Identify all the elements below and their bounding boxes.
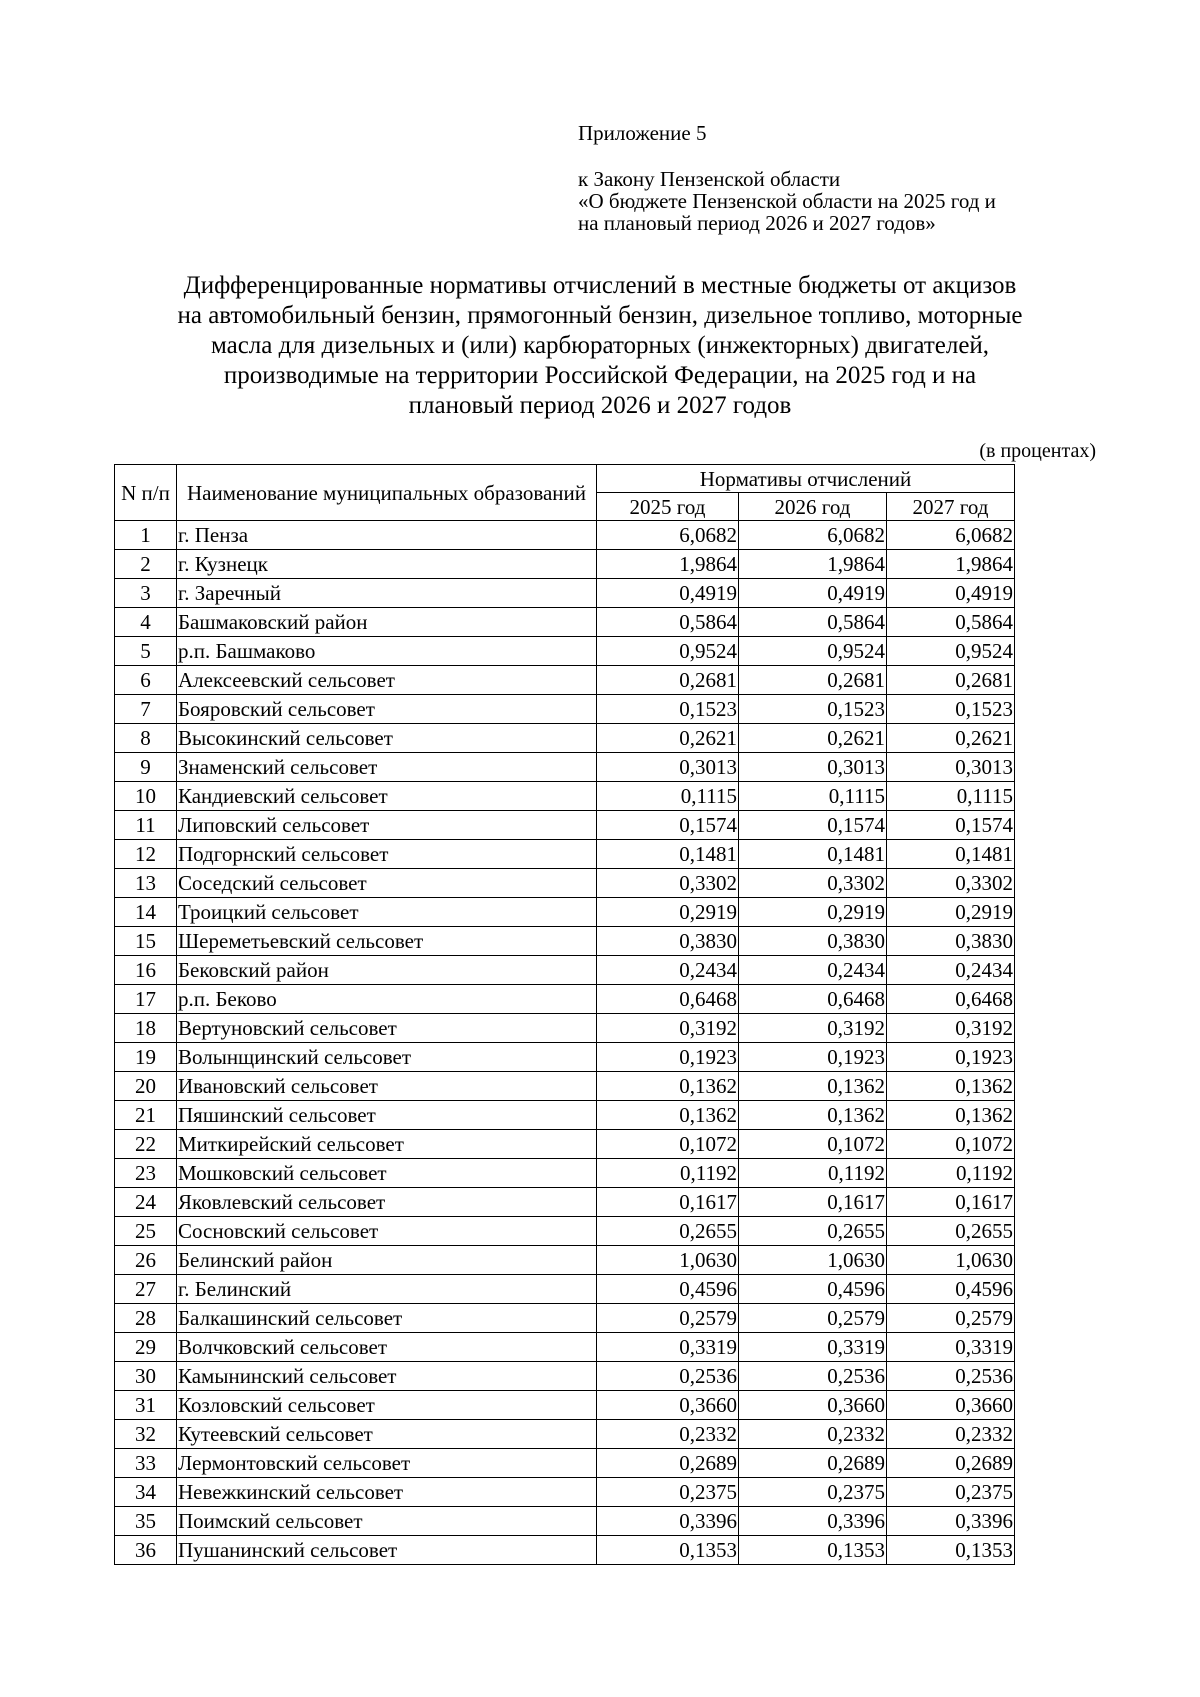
row-value-2025: 0,4596: [597, 1275, 739, 1304]
row-value-2027: 0,1923: [887, 1043, 1015, 1072]
table-row: [115, 1420, 1015, 1449]
row-value-2025: 0,1923: [597, 1043, 739, 1072]
row-value-2025: 0,1353: [597, 1536, 739, 1565]
row-value-2025: 0,9524: [597, 637, 739, 666]
row-name: Липовский сельсовет: [177, 811, 597, 840]
row-value-2027: 0,3830: [887, 927, 1015, 956]
row-number: 11: [115, 811, 177, 840]
annex-title: Приложение 5: [578, 121, 707, 145]
row-name: Камынинский сельсовет: [177, 1362, 597, 1391]
row-value-2027: 1,9864: [887, 550, 1015, 579]
row-value-2025: 0,3830: [597, 927, 739, 956]
table-row: [115, 1362, 1015, 1391]
row-value-2027: 0,3302: [887, 869, 1015, 898]
row-value-2025: 0,1362: [597, 1072, 739, 1101]
row-number: 32: [115, 1420, 177, 1449]
annex-line: к Закону Пензенской области: [578, 167, 841, 191]
header-year-2027: 2027 год: [887, 493, 1015, 521]
row-number: 36: [115, 1536, 177, 1565]
row-number: 16: [115, 956, 177, 985]
table-row: [115, 1275, 1015, 1304]
row-value-2027: 1,0630: [887, 1246, 1015, 1275]
table-row: [115, 1304, 1015, 1333]
row-number: 25: [115, 1217, 177, 1246]
row-value-2025: 0,2375: [597, 1478, 739, 1507]
row-value-2026: 0,3830: [739, 927, 887, 956]
row-value-2027: 0,1617: [887, 1188, 1015, 1217]
table-row: [115, 1159, 1015, 1188]
row-name: Пушанинский сельсовет: [177, 1536, 597, 1565]
title-line: на автомобильный бензин, прямогонный бензин, дизельное топливо, моторные: [177, 302, 1023, 329]
row-value-2027: 6,0682: [887, 521, 1015, 550]
row-value-2027: 0,4919: [887, 579, 1015, 608]
table-row: [115, 1101, 1015, 1130]
row-name: Лермонтовский сельсовет: [177, 1449, 597, 1478]
row-value-2025: 0,1072: [597, 1130, 739, 1159]
header-num: N п/п: [115, 465, 177, 521]
row-number: 24: [115, 1188, 177, 1217]
row-value-2025: 0,2681: [597, 666, 739, 695]
title-line: Дифференцированные нормативы отчислений в местные бюджеты от акцизов: [183, 272, 1017, 299]
row-value-2027: 0,4596: [887, 1275, 1015, 1304]
row-name: Яковлевский сельсовет: [177, 1188, 597, 1217]
row-value-2027: 0,2919: [887, 898, 1015, 927]
row-value-2027: 0,6468: [887, 985, 1015, 1014]
row-name: Невежкинский сельсовет: [177, 1478, 597, 1507]
table-row: [115, 1391, 1015, 1420]
row-value-2027: 0,9524: [887, 637, 1015, 666]
row-value-2026: 0,1072: [739, 1130, 887, 1159]
row-value-2025: 0,3660: [597, 1391, 739, 1420]
row-name: г. Заречный: [177, 579, 597, 608]
row-number: 5: [115, 637, 177, 666]
row-value-2026: 0,2655: [739, 1217, 887, 1246]
header-name: Наименование муниципальных образований: [177, 465, 597, 521]
row-value-2026: 0,2434: [739, 956, 887, 985]
row-name: Пяшинский сельсовет: [177, 1101, 597, 1130]
row-value-2026: 0,3192: [739, 1014, 887, 1043]
row-name: Вертуновский сельсовет: [177, 1014, 597, 1043]
table-row: [115, 637, 1015, 666]
row-number: 17: [115, 985, 177, 1014]
row-value-2027: 0,1072: [887, 1130, 1015, 1159]
table-row: [115, 956, 1015, 985]
row-name: р.п. Беково: [177, 985, 597, 1014]
table-row: [115, 550, 1015, 579]
row-name: Троицкий сельсовет: [177, 898, 597, 927]
title-line: производимые на территории Российской Федерации, на 2025 год и на: [223, 362, 977, 389]
row-name: г. Пенза: [177, 521, 597, 550]
row-number: 26: [115, 1246, 177, 1275]
row-name: Знаменский сельсовет: [177, 753, 597, 782]
row-value-2027: 0,2536: [887, 1362, 1015, 1391]
row-number: 22: [115, 1130, 177, 1159]
row-value-2027: 0,2655: [887, 1217, 1015, 1246]
row-value-2025: 0,3396: [597, 1507, 739, 1536]
row-value-2026: 0,3013: [739, 753, 887, 782]
table-row: [115, 1188, 1015, 1217]
row-value-2026: 0,1923: [739, 1043, 887, 1072]
row-number: 14: [115, 898, 177, 927]
table-row: [115, 753, 1015, 782]
row-value-2025: 0,2332: [597, 1420, 739, 1449]
row-name: Соседский сельсовет: [177, 869, 597, 898]
row-value-2026: 0,9524: [739, 637, 887, 666]
row-value-2025: 0,3013: [597, 753, 739, 782]
row-value-2027: 0,1523: [887, 695, 1015, 724]
row-value-2026: 0,2621: [739, 724, 887, 753]
row-value-2026: 0,2579: [739, 1304, 887, 1333]
table-row: [115, 898, 1015, 927]
row-value-2026: 0,2689: [739, 1449, 887, 1478]
title-line: масла для дизельных и (или) карбюраторных (инжекторных) двигателей,: [210, 332, 990, 359]
table-row: [115, 811, 1015, 840]
row-number: 1: [115, 521, 177, 550]
row-number: 29: [115, 1333, 177, 1362]
row-value-2025: 0,2919: [597, 898, 739, 927]
row-number: 10: [115, 782, 177, 811]
table-row: [115, 927, 1015, 956]
annex-line: «О бюджете Пензенской области на 2025 год и: [578, 189, 996, 213]
row-value-2027: 0,2681: [887, 666, 1015, 695]
row-value-2027: 0,2579: [887, 1304, 1015, 1333]
row-value-2026: 0,3319: [739, 1333, 887, 1362]
row-name: р.п. Башмаково: [177, 637, 597, 666]
table-row: [115, 1130, 1015, 1159]
row-value-2025: 0,2621: [597, 724, 739, 753]
table-row: [115, 985, 1015, 1014]
row-value-2027: 0,1353: [887, 1536, 1015, 1565]
row-value-2027: 0,3660: [887, 1391, 1015, 1420]
row-value-2026: 0,2681: [739, 666, 887, 695]
row-value-2026: 0,4596: [739, 1275, 887, 1304]
row-value-2027: 0,2689: [887, 1449, 1015, 1478]
row-number: 21: [115, 1101, 177, 1130]
row-value-2026: 0,3396: [739, 1507, 887, 1536]
row-value-2027: 0,2332: [887, 1420, 1015, 1449]
row-value-2025: 0,2689: [597, 1449, 739, 1478]
table-row: [115, 1449, 1015, 1478]
row-value-2026: 0,4919: [739, 579, 887, 608]
row-value-2027: 0,2375: [887, 1478, 1015, 1507]
row-value-2025: 0,1617: [597, 1188, 739, 1217]
row-value-2026: 0,2919: [739, 898, 887, 927]
row-number: 9: [115, 753, 177, 782]
table-row: [115, 1478, 1015, 1507]
row-value-2027: 0,1115: [887, 782, 1015, 811]
row-value-2025: 0,3192: [597, 1014, 739, 1043]
row-value-2026: 0,1574: [739, 811, 887, 840]
row-name: Балкашинский сельсовет: [177, 1304, 597, 1333]
row-value-2027: 0,1362: [887, 1072, 1015, 1101]
header-year-2026: 2026 год: [739, 493, 887, 521]
row-value-2027: 0,3192: [887, 1014, 1015, 1043]
row-value-2027: 0,1362: [887, 1101, 1015, 1130]
row-number: 6: [115, 666, 177, 695]
row-number: 19: [115, 1043, 177, 1072]
row-name: Бояровский сельсовет: [177, 695, 597, 724]
row-value-2026: 0,2375: [739, 1478, 887, 1507]
row-value-2025: 0,4919: [597, 579, 739, 608]
table-row: [115, 579, 1015, 608]
table-row: [115, 608, 1015, 637]
table-row: [115, 695, 1015, 724]
table-row: [115, 1333, 1015, 1362]
row-name: Волынщинский сельсовет: [177, 1043, 597, 1072]
row-value-2027: 0,1574: [887, 811, 1015, 840]
row-value-2025: 0,5864: [597, 608, 739, 637]
units-note: (в процентах): [979, 440, 1096, 462]
row-value-2026: 0,3660: [739, 1391, 887, 1420]
table-row: [115, 1072, 1015, 1101]
row-number: 7: [115, 695, 177, 724]
table-row: [115, 666, 1015, 695]
row-name: Ивановский сельсовет: [177, 1072, 597, 1101]
row-value-2026: 0,2332: [739, 1420, 887, 1449]
table-row: [115, 1217, 1015, 1246]
row-name: Поимский сельсовет: [177, 1507, 597, 1536]
row-number: 20: [115, 1072, 177, 1101]
row-number: 12: [115, 840, 177, 869]
row-value-2025: 0,2579: [597, 1304, 739, 1333]
table-row: [115, 782, 1015, 811]
row-number: 27: [115, 1275, 177, 1304]
row-name: Миткирейский сельсовет: [177, 1130, 597, 1159]
row-value-2027: 0,3396: [887, 1507, 1015, 1536]
row-value-2025: 0,1192: [597, 1159, 739, 1188]
row-value-2025: 0,2536: [597, 1362, 739, 1391]
row-name: Подгорнский сельсовет: [177, 840, 597, 869]
row-value-2025: 0,1115: [597, 782, 739, 811]
row-value-2026: 0,1523: [739, 695, 887, 724]
norms-table: [114, 464, 1015, 1565]
row-value-2025: 0,2655: [597, 1217, 739, 1246]
row-name: Мошковский сельсовет: [177, 1159, 597, 1188]
row-value-2026: 0,2536: [739, 1362, 887, 1391]
annex-reference: [578, 168, 996, 234]
row-value-2025: 0,1523: [597, 695, 739, 724]
title-line: плановый период 2026 и 2027 годов: [408, 392, 792, 419]
row-value-2026: 0,3302: [739, 869, 887, 898]
row-name: г. Кузнецк: [177, 550, 597, 579]
row-value-2027: 0,3319: [887, 1333, 1015, 1362]
row-value-2026: 0,1353: [739, 1536, 887, 1565]
row-value-2026: 0,1362: [739, 1072, 887, 1101]
row-number: 18: [115, 1014, 177, 1043]
row-number: 2: [115, 550, 177, 579]
row-name: Волчковский сельсовет: [177, 1333, 597, 1362]
row-name: Кутеевский сельсовет: [177, 1420, 597, 1449]
row-name: Высокинский сельсовет: [177, 724, 597, 753]
row-number: 4: [115, 608, 177, 637]
row-number: 3: [115, 579, 177, 608]
row-name: Кандиевский сельсовет: [177, 782, 597, 811]
row-name: Бековский район: [177, 956, 597, 985]
table-row: [115, 1014, 1015, 1043]
row-value-2026: 0,5864: [739, 608, 887, 637]
header-group: Нормативы отчислений: [597, 465, 1015, 493]
row-value-2025: 0,1362: [597, 1101, 739, 1130]
row-value-2025: 0,2434: [597, 956, 739, 985]
row-number: 15: [115, 927, 177, 956]
row-value-2026: 0,1115: [739, 782, 887, 811]
row-number: 34: [115, 1478, 177, 1507]
table-row: [115, 724, 1015, 753]
table-body: [115, 521, 1015, 1565]
row-value-2026: 1,9864: [739, 550, 887, 579]
row-value-2025: 6,0682: [597, 521, 739, 550]
row-value-2026: 0,1362: [739, 1101, 887, 1130]
row-number: 30: [115, 1362, 177, 1391]
row-value-2025: 0,3302: [597, 869, 739, 898]
row-value-2026: 0,1192: [739, 1159, 887, 1188]
row-value-2026: 6,0682: [739, 521, 887, 550]
table-row: [115, 1246, 1015, 1275]
annex-line: на плановый период 2026 и 2027 годов»: [578, 211, 936, 235]
row-name: Алексеевский сельсовет: [177, 666, 597, 695]
row-value-2026: 0,6468: [739, 985, 887, 1014]
row-value-2027: 0,1192: [887, 1159, 1015, 1188]
row-value-2025: 0,1481: [597, 840, 739, 869]
table-row: [115, 1043, 1015, 1072]
row-value-2027: 0,3013: [887, 753, 1015, 782]
row-number: 31: [115, 1391, 177, 1420]
row-value-2027: 0,1481: [887, 840, 1015, 869]
row-number: 23: [115, 1159, 177, 1188]
row-name: Шереметьевский сельсовет: [177, 927, 597, 956]
row-name: Белинский район: [177, 1246, 597, 1275]
row-value-2025: 0,1574: [597, 811, 739, 840]
table-row: [115, 521, 1015, 550]
row-value-2026: 1,0630: [739, 1246, 887, 1275]
table-row: [115, 1507, 1015, 1536]
row-number: 8: [115, 724, 177, 753]
row-value-2025: 1,0630: [597, 1246, 739, 1275]
row-number: 33: [115, 1449, 177, 1478]
row-value-2025: 0,6468: [597, 985, 739, 1014]
row-number: 28: [115, 1304, 177, 1333]
row-name: Козловский сельсовет: [177, 1391, 597, 1420]
table-row: [115, 840, 1015, 869]
row-value-2027: 0,2621: [887, 724, 1015, 753]
document-title: [100, 271, 1100, 421]
row-value-2026: 0,1617: [739, 1188, 887, 1217]
row-value-2025: 1,9864: [597, 550, 739, 579]
row-name: г. Белинский: [177, 1275, 597, 1304]
row-name: Башмаковский район: [177, 608, 597, 637]
row-value-2026: 0,1481: [739, 840, 887, 869]
row-number: 13: [115, 869, 177, 898]
row-number: 35: [115, 1507, 177, 1536]
row-name: Сосновский сельсовет: [177, 1217, 597, 1246]
table-row: [115, 869, 1015, 898]
row-value-2027: 0,5864: [887, 608, 1015, 637]
row-value-2027: 0,2434: [887, 956, 1015, 985]
table-row: [115, 1536, 1015, 1565]
row-value-2025: 0,3319: [597, 1333, 739, 1362]
header-year-2025: 2025 год: [597, 493, 739, 521]
